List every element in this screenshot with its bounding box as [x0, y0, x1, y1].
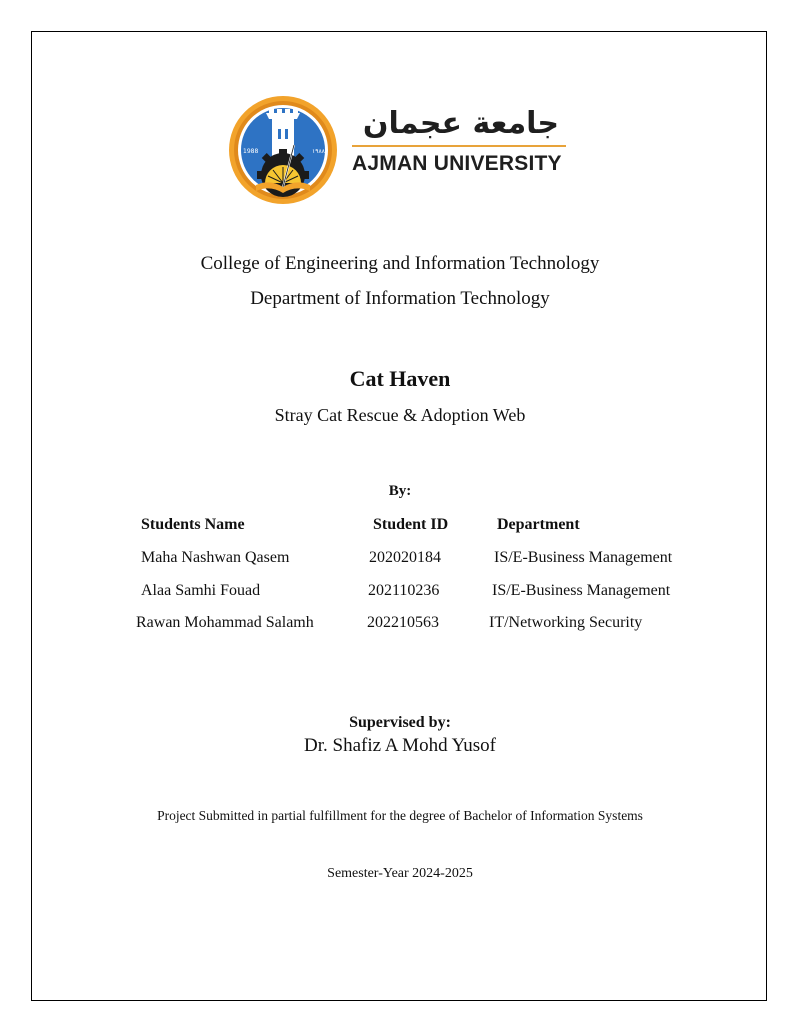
university-logo: [228, 95, 573, 205]
student-name: Rawan Mohammad Salamh: [136, 614, 314, 631]
header-students-name: Students Name: [141, 516, 245, 533]
project-subtitle: Stray Cat Rescue & Adoption Web: [274, 405, 526, 425]
students-table: [0, 513, 800, 643]
logo-divider: [352, 145, 566, 147]
emblem-year-left: 1988: [243, 148, 259, 155]
student-id: 202210563: [367, 614, 439, 631]
student-department: IS/E-Business Management: [494, 549, 673, 566]
student-name: Maha Nashwan Qasem: [141, 549, 290, 566]
university-emblem-icon: [228, 95, 338, 205]
student-department: IT/Networking Security: [489, 614, 643, 631]
department-name: Department of Information Technology: [250, 288, 550, 309]
supervisor-name: Dr. Shafiz A Mohd Yusof: [304, 735, 496, 756]
student-id: 202020184: [369, 549, 441, 566]
emblem-year-right: ١٩٨٨: [312, 148, 325, 155]
semester-year: Semester-Year 2024-2025: [327, 866, 473, 881]
student-name: Alaa Samhi Fouad: [141, 582, 261, 599]
college-name: College of Engineering and Information Technology: [200, 253, 600, 274]
student-department: IS/E-Business Management: [492, 582, 671, 599]
header-student-id: Student ID: [373, 516, 449, 533]
by-label: By:: [388, 483, 412, 499]
submission-statement: Project Submitted in partial fulfillment for the degree of Bachelor of Information Systems: [157, 808, 643, 823]
university-name-arabic: جامعة عجمان: [362, 106, 560, 141]
header-department: Department: [497, 516, 580, 533]
university-name-english: AJMAN UNIVERSITY: [352, 152, 562, 175]
student-id: 202110236: [368, 582, 440, 599]
project-title: Cat Haven: [349, 366, 451, 391]
supervised-by-label: Supervised by:: [349, 714, 451, 731]
